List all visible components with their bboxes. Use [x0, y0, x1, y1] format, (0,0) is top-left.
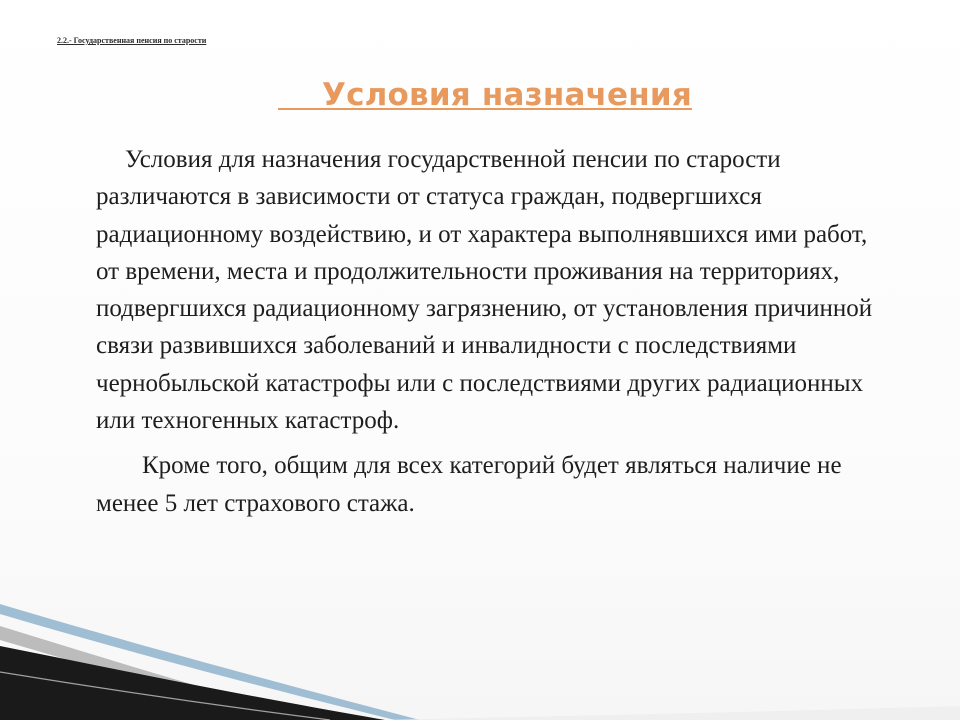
paragraph-insurance-experience: Кроме того, общим для всех категорий будет являться наличие не менее 5 лет страхового стажа. — [96, 452, 842, 517]
slide-title: Условия назначения — [278, 77, 692, 113]
breadcrumb: 2.2.- Государственная пенсия по старости — [57, 36, 207, 45]
body-text — [96, 141, 896, 522]
paragraph-conditions: Условия для назначения государственной пенсии по старости различаются в зависимости от статуса граждан, подвергшихся радиационному воздействию, и от характера выполнявшихся ими работ, от времени, места и продолжительности проживания на территориях, подвергшихся радиационному загрязнению, от установления причинной связи развившихся заболеваний и инвалидности с последствиями чернобыльской катастрофы или с последствиями других радиационных или техногенных катастроф. — [96, 146, 873, 435]
